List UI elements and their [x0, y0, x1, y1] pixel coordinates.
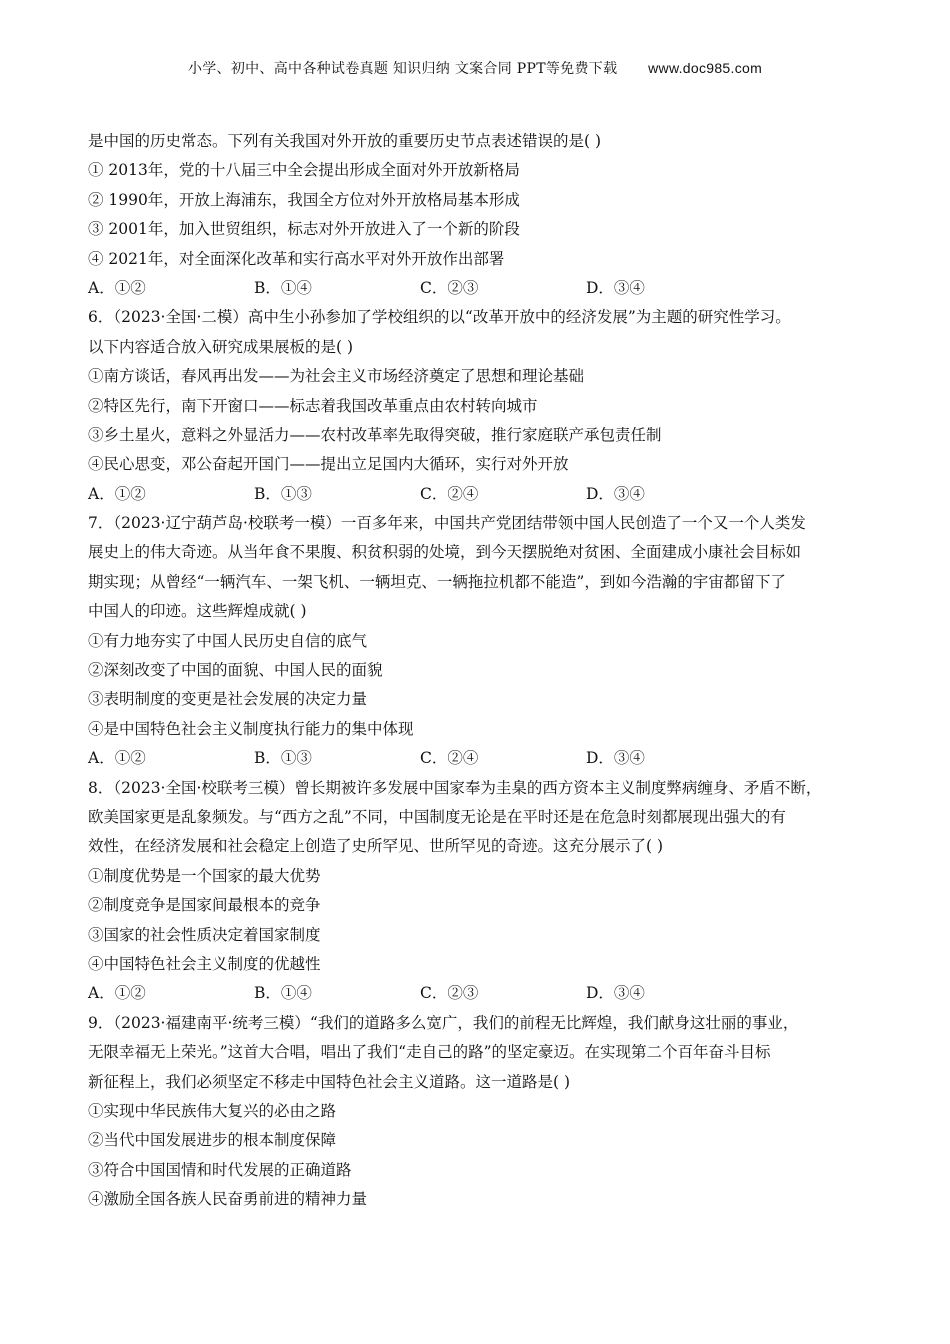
- statement-item: ③ 2001年，加入世贸组织，标志对外开放进入了一个新的阶段: [88, 220, 520, 239]
- statement-item: ③表明制度的变更是社会发展的决定力量: [88, 690, 368, 709]
- option-d: D．③④: [586, 749, 645, 768]
- option-a: A．①②: [88, 278, 146, 297]
- statement-item: ③符合中国国情和时代发展的正确道路: [88, 1160, 352, 1179]
- statement-item: ②特区先行，南下开窗口——标志着我国改革重点由农村转向城市: [88, 396, 538, 415]
- option-b: B．①④: [254, 278, 312, 297]
- answer-options: [88, 979, 868, 1008]
- option-d: D．③④: [586, 484, 645, 503]
- option-a: A．①②: [88, 749, 146, 768]
- question-6: [88, 303, 868, 509]
- statement-item: ①有力地夯实了中国人民历史自信的底气: [88, 631, 368, 650]
- option-b: B．①③: [254, 749, 312, 768]
- answer-options: [88, 480, 868, 509]
- statement-item: ④中国特色社会主义制度的优越性: [88, 954, 321, 973]
- question-stem: 新征程上，我们必须坚定不移走中国特色社会主义道路。这一道路是( ): [88, 1072, 571, 1091]
- statement-item: ① 2013年，党的十八届三中全会提出形成全面对外开放新格局: [88, 161, 520, 180]
- option-d: D．③④: [586, 984, 645, 1003]
- option-c: C．②④: [420, 749, 479, 768]
- question-5: [88, 127, 868, 303]
- question-stem: 期实现；从曾经“一辆汽车、一架飞机、一辆坦克、一辆拖拉机都不能造”，到如今浩瀚的宇宙都留下了: [88, 572, 786, 591]
- option-c: C．②③: [420, 278, 479, 297]
- question-stem: 6．（2023·全国·二模）高中生小孙参加了学校组织的以“改革开放中的经济发展”为主题的研究性学习。: [88, 308, 791, 327]
- header-text: 小学、初中、高中各种试卷真题 知识归纳 文案合同 PPT等免费下载: [187, 61, 618, 77]
- statement-item: ② 1990年，开放上海浦东，我国全方位对外开放格局基本形成: [88, 190, 520, 209]
- question-stem: 无限幸福无上荣光。”这首大合唱，唱出了我们“走自己的路”的坚定豪迈。在实现第二个百年奋斗目标: [88, 1043, 771, 1062]
- statement-item: ③国家的社会性质决定着国家制度: [88, 925, 321, 944]
- statement-item: ②深刻改变了中国的面貌、中国人民的面貌: [88, 661, 383, 680]
- answer-options: [88, 744, 868, 773]
- page-header: [0, 58, 950, 78]
- statement-item: ②当代中国发展进步的根本制度保障: [88, 1131, 337, 1150]
- statement-item: ④ 2021年，对全面深化改革和实行高水平对外开放作出部署: [88, 249, 505, 268]
- statement-item: ④民心思变，邓公奋起开国门——提出立足国内大循环，实行对外开放: [88, 455, 569, 474]
- statement-item: ①实现中华民族伟大复兴的必由之路: [88, 1101, 337, 1120]
- option-b: B．①④: [254, 984, 312, 1003]
- option-b: B．①③: [254, 484, 312, 503]
- question-stem: 中国人的印迹。这些辉煌成就( ): [88, 602, 307, 621]
- question-stem: 以下内容适合放入研究成果展板的是( ): [88, 337, 354, 356]
- option-c: C．②④: [420, 484, 479, 503]
- exam-content: [88, 127, 868, 1214]
- option-c: C．②③: [420, 984, 479, 1003]
- question-stem: 9．（2023·福建南平·统考三模）“我们的道路多么宽广，我们的前程无比辉煌，我们献身这壮丽的事业，: [88, 1013, 799, 1032]
- question-stem: 8．（2023·全国·校联考三模）曾长期被许多发展中国家奉为圭臬的西方资本主义制度弊病缠身、矛盾不断，: [88, 778, 822, 797]
- option-a: A．①②: [88, 484, 146, 503]
- statement-item: ①制度优势是一个国家的最大优势: [88, 866, 321, 885]
- question-stem: 是中国的历史常态。下列有关我国对外开放的重要历史节点表述错误的是( ): [88, 132, 602, 150]
- question-stem: 效性，在经济发展和社会稳定上创造了史所罕见、世所罕见的奇迹。这充分展示了( ): [88, 837, 664, 856]
- statement-item: ②制度竞争是国家间最根本的竞争: [88, 896, 321, 915]
- question-stem: 欧美国家更是乱象频发。与“西方之乱”不同，中国制度无论是在平时还是在危急时刻都展现出强大的有: [88, 807, 786, 826]
- statement-item: ①南方谈话，春风再出发——为社会主义市场经济奠定了思想和理论基础: [88, 367, 585, 386]
- option-d: D．③④: [586, 278, 645, 297]
- answer-options: [88, 274, 868, 303]
- question-9: [88, 1009, 868, 1215]
- question-8: [88, 774, 868, 1009]
- question-stem: 7．（2023·辽宁葫芦岛·校联考一模）一百多年来，中国共产党团结带领中国人民创造了一个又一个人类发: [88, 514, 806, 533]
- statement-item: ④是中国特色社会主义制度执行能力的集中体现: [88, 719, 414, 738]
- option-a: A．①②: [88, 984, 146, 1003]
- header-site-link[interactable]: www.doc985.com: [648, 60, 763, 76]
- question-7: [88, 509, 868, 774]
- statement-item: ④激励全国各族人民奋勇前进的精神力量: [88, 1190, 368, 1209]
- question-stem: 展史上的伟大奇迹。从当年食不果腹、积贫积弱的处境，到今天摆脱绝对贫困、全面建成小康社会目标如: [88, 543, 802, 562]
- statement-item: ③乡土星火，意料之外显活力——农村改革率先取得突破，推行家庭联产承包责任制: [88, 425, 662, 444]
